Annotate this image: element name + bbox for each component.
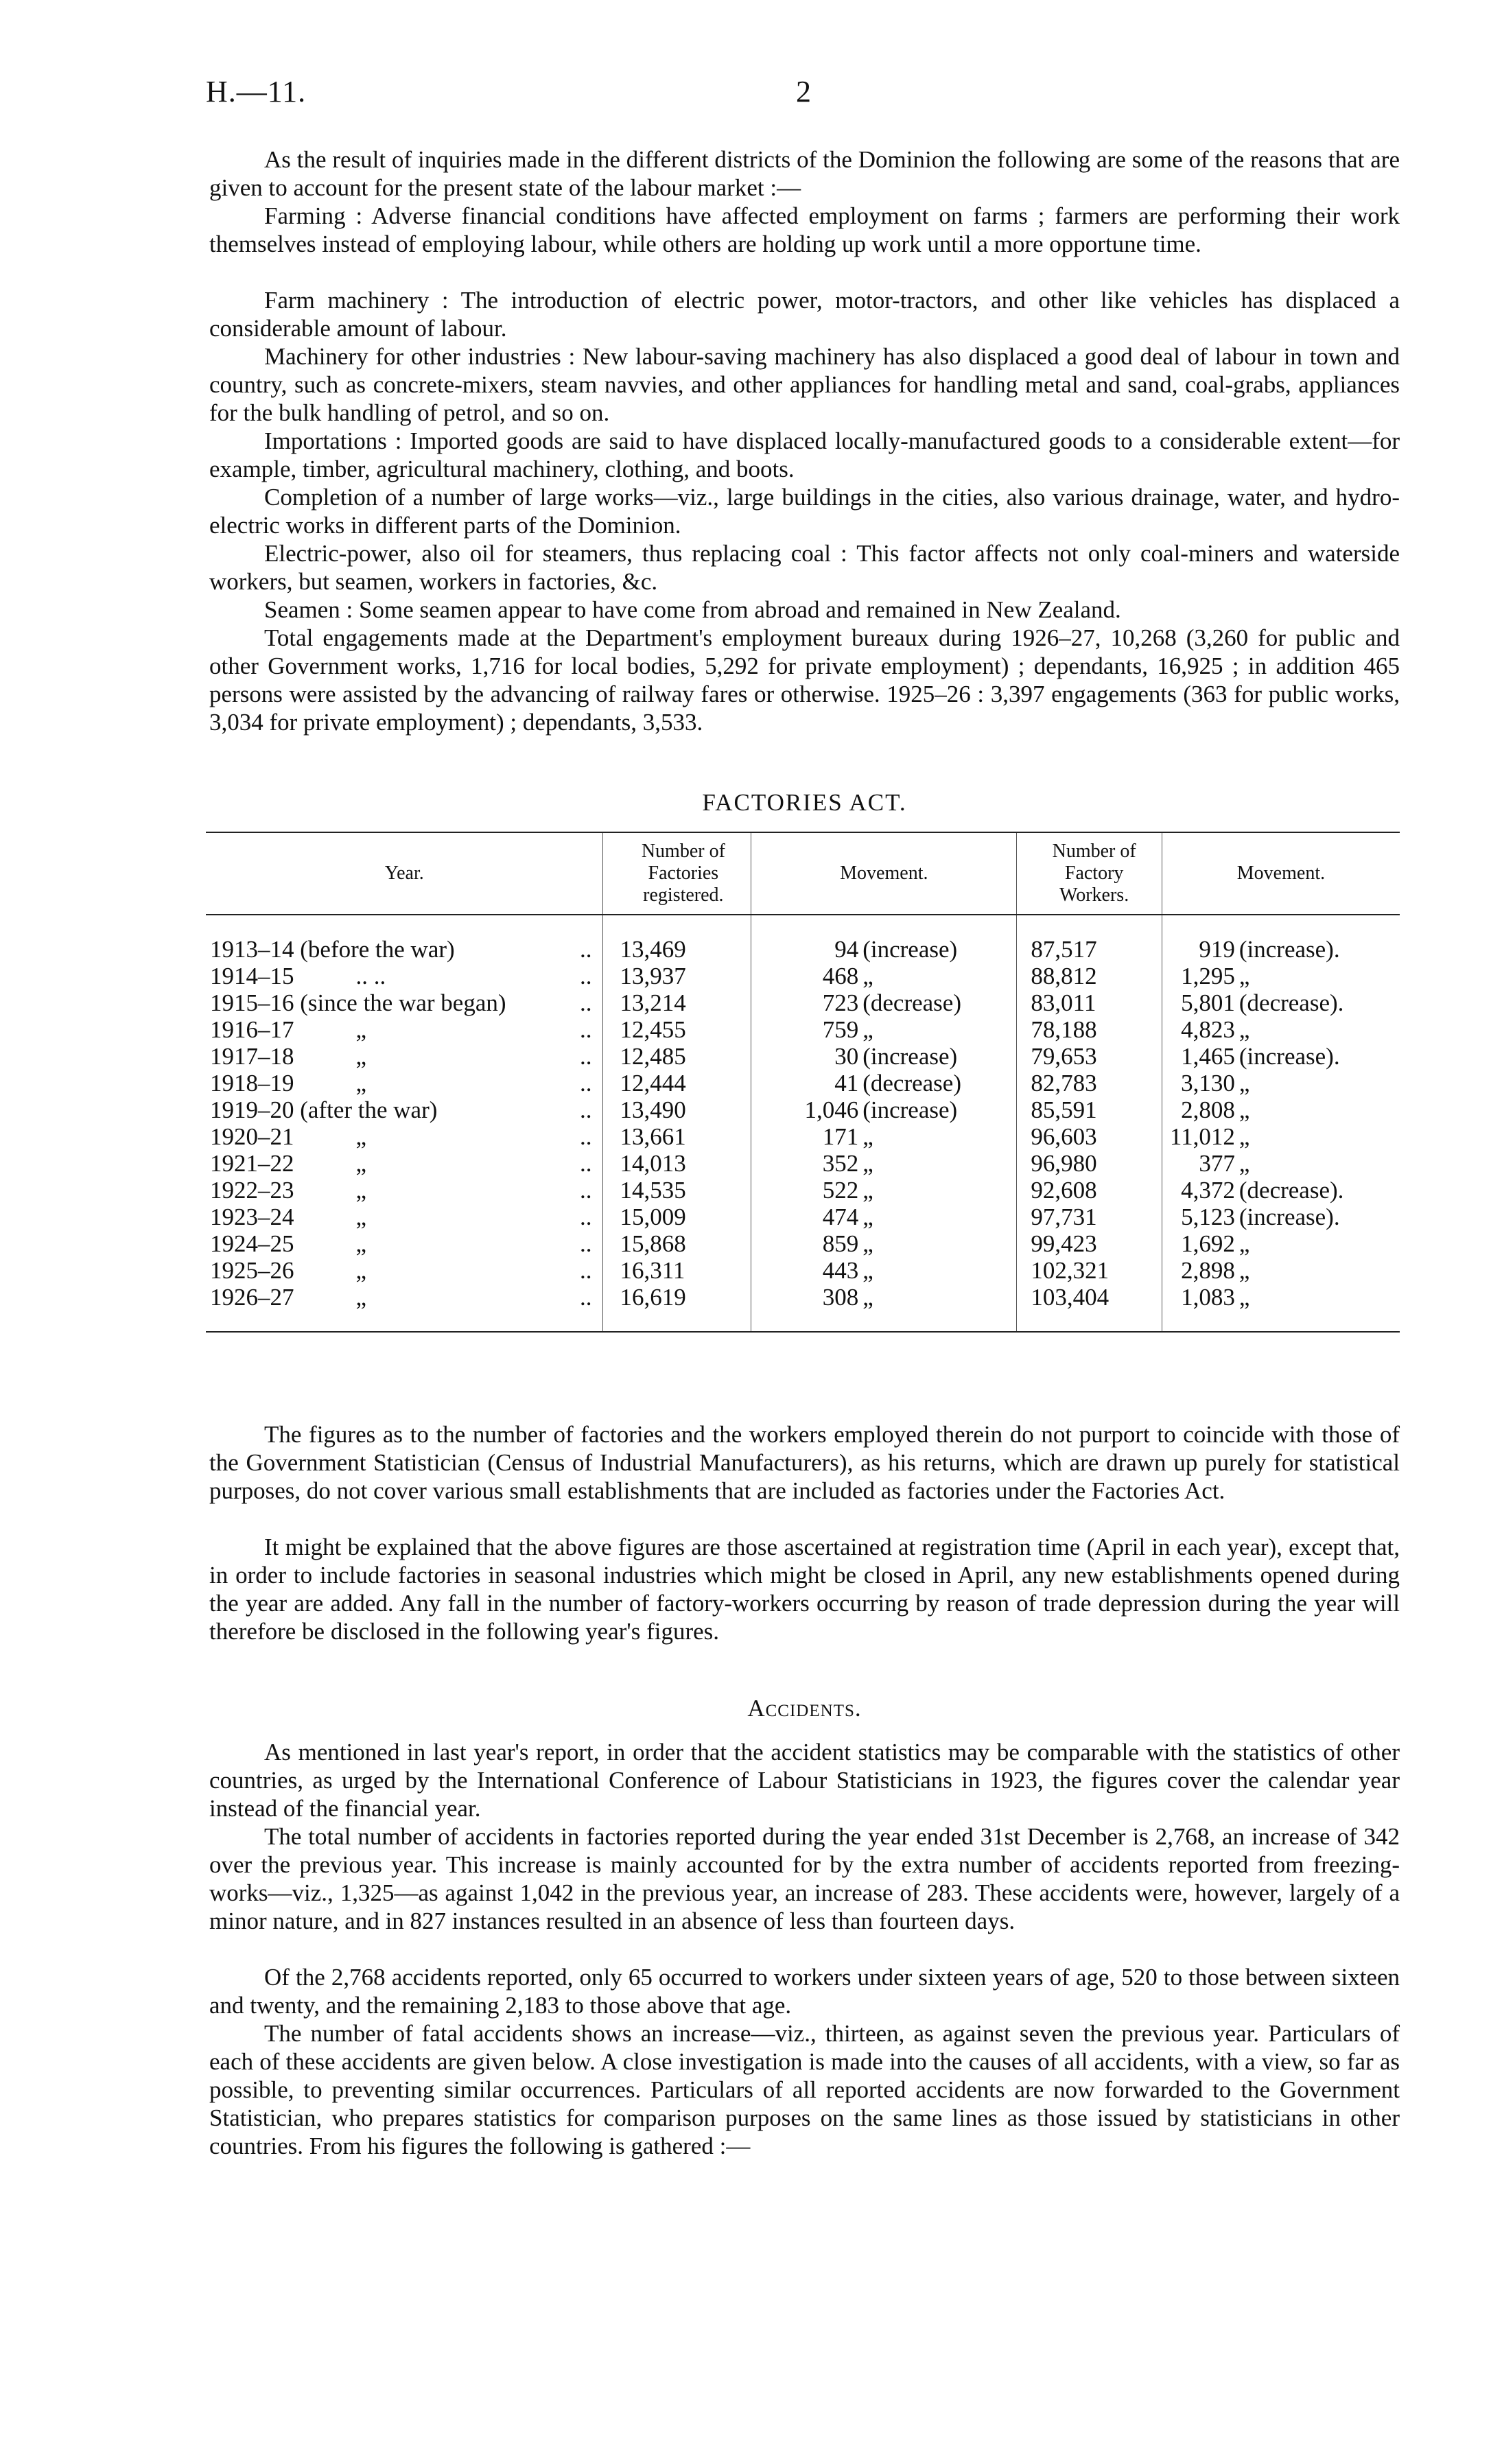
cell-movement-workers xyxy=(1162,1284,1400,1332)
cell-movement-factories xyxy=(751,1257,1017,1284)
cell-workers: 79,653 xyxy=(1017,1043,1162,1070)
movement-direction: „ xyxy=(862,1230,873,1257)
movement-value: 4,823 xyxy=(1181,1016,1235,1043)
leader-dots: .. xyxy=(579,1070,592,1096)
accidents-paragraph: As mentioned in last year's report, in order that the accident statistics may be comparable with the statistics of other countries, as urged by the International Conference of Labour Statisticians in 1923, the figures cover the calendar year instead of the financial year. xyxy=(209,1739,1400,1822)
leader-dots: .. xyxy=(579,1284,592,1311)
cell-movement-workers xyxy=(1162,1257,1400,1284)
movement-direction: (increase). xyxy=(1238,1043,1340,1070)
table-row xyxy=(206,1150,1400,1177)
page-number: 2 xyxy=(796,75,811,108)
leader-dots: .. xyxy=(579,963,592,989)
movement-direction: „ xyxy=(1238,1230,1250,1257)
accidents-paragraph: The number of fatal accidents shows an increase—viz., thirteen, as against seven the previous year. Particulars of each of these accidents are given below. A close investigation is made into the causes of all accidents, with a view, so far as possible, to preventing similar occurrences. Particulars of all reported accidents are now forwarded to the Government Statistician, who prepares statistics for comparison purposes on the same lines as those issued by statisticians in other countries. From his figures the following is gathered :— xyxy=(209,2020,1400,2159)
movement-direction: (increase) xyxy=(862,936,958,963)
cell-movement-factories xyxy=(751,1177,1017,1204)
movement-value: 94 xyxy=(834,936,859,963)
cell-year xyxy=(206,1123,603,1150)
cell-movement-factories xyxy=(751,1123,1017,1150)
factories-act-heading: FACTORIES ACT. xyxy=(702,789,907,816)
year-label: 1924–25 xyxy=(210,1230,294,1257)
movement-direction: (decrease) xyxy=(862,989,961,1016)
movement-direction: „ xyxy=(1238,1123,1250,1150)
cell-year xyxy=(206,1257,603,1284)
cell-year xyxy=(206,1016,603,1043)
movement-direction: „ xyxy=(862,1150,873,1177)
column-header-factories: Number of Factories registered. xyxy=(603,832,751,915)
movement-direction: „ xyxy=(862,1284,873,1311)
cell-movement-workers xyxy=(1162,915,1400,963)
movement-value: 474 xyxy=(822,1204,859,1230)
movement-direction: „ xyxy=(1238,1284,1250,1311)
intro-paragraph: Seamen : Some seamen appear to have come from abroad and remained in New Zealand. xyxy=(264,596,1121,623)
cell-year xyxy=(206,1150,603,1177)
cell-year xyxy=(206,1284,603,1332)
cell-workers: 103,404 xyxy=(1017,1284,1162,1332)
page-header xyxy=(206,74,1400,115)
intro-paragraph: Total engagements made at the Department's employment bureaux during 1926–27, 10,268 (3,260 for public and other Government works, 1,716 for local bodies, 5,292 for private employment) ; dependants, 16,925 ; in addition 465 persons were assisted by the advancing of railway fares or otherwise. 1925–26 : 3,397 engagements (363 for public works, 3,034 for private employment) ; dependants, 3,533. xyxy=(209,624,1400,736)
cell-movement-factories xyxy=(751,1284,1017,1332)
year-label: 1919–20 (after the war) xyxy=(210,1096,438,1123)
cell-year xyxy=(206,1096,603,1123)
cell-factories: 16,311 xyxy=(603,1257,751,1284)
movement-direction: „ xyxy=(1238,1070,1250,1096)
leader-dots: .. xyxy=(579,989,592,1016)
leader-dots: .. xyxy=(579,1123,592,1150)
year-label: 1916–17 xyxy=(210,1016,294,1043)
cell-year xyxy=(206,915,603,963)
movement-value: 41 xyxy=(834,1070,859,1096)
leader-dots: .. xyxy=(579,1096,592,1123)
cell-year xyxy=(206,989,603,1016)
note-paragraph: The figures as to the number of factories and the workers employed therein do not purport to coincide with those of the Government Statistician (Census of Industrial Manufacturers), as his returns, which are drawn up purely for statistical purposes, do not cover various small establishments that are included as factories under the Factories Act. xyxy=(209,1421,1400,1504)
leader-dots: .. xyxy=(579,1150,592,1177)
cell-movement-factories xyxy=(751,1204,1017,1230)
intro-paragraph: Completion of a number of large works—viz., large buildings in the cities, also various drainage, water, and hydro-electric works in different parts of the Dominion. xyxy=(209,484,1400,539)
movement-value: 1,295 xyxy=(1181,963,1235,989)
cell-workers: 87,517 xyxy=(1017,915,1162,963)
movement-direction: „ xyxy=(1238,1016,1250,1043)
column-header-movement: Movement. xyxy=(751,832,1017,915)
cell-factories: 12,455 xyxy=(603,1016,751,1043)
year-label: 1923–24 xyxy=(210,1204,294,1230)
cell-factories: 15,009 xyxy=(603,1204,751,1230)
movement-direction: „ xyxy=(862,1016,873,1043)
cell-workers: 82,783 xyxy=(1017,1070,1162,1096)
cell-factories: 13,937 xyxy=(603,963,751,989)
movement-direction: (increase) xyxy=(862,1096,958,1123)
ditto-mark: „ xyxy=(355,1177,367,1204)
movement-direction: „ xyxy=(862,1257,873,1284)
movement-direction: „ xyxy=(862,1204,873,1230)
cell-movement-factories xyxy=(751,1043,1017,1070)
table-body xyxy=(206,915,1400,1332)
leader-dots: .. xyxy=(579,1016,592,1043)
year-label: 1915–16 (since the war began) xyxy=(210,989,506,1016)
movement-value: 5,123 xyxy=(1181,1204,1235,1230)
movement-value: 5,801 xyxy=(1181,989,1235,1016)
cell-workers: 97,731 xyxy=(1017,1204,1162,1230)
cell-movement-workers xyxy=(1162,1204,1400,1230)
movement-value: 468 xyxy=(822,963,859,989)
movement-direction: (decrease). xyxy=(1238,1177,1344,1204)
table-row xyxy=(206,915,1400,963)
intro-paragraph: Farm machinery : The introduction of electric power, motor-tractors, and other like vehicles has displaced a considerable amount of labour. xyxy=(209,287,1400,342)
ditto-mark: „ xyxy=(355,1284,367,1311)
table-row xyxy=(206,1016,1400,1043)
movement-value: 3,130 xyxy=(1181,1070,1235,1096)
ditto-mark: .. .. xyxy=(355,963,386,989)
cell-factories: 13,661 xyxy=(603,1123,751,1150)
cell-workers: 83,011 xyxy=(1017,989,1162,1016)
movement-direction: (increase). xyxy=(1238,1204,1340,1230)
cell-movement-workers xyxy=(1162,1070,1400,1096)
movement-direction: „ xyxy=(862,1177,873,1204)
movement-value: 759 xyxy=(822,1016,859,1043)
cell-workers: 102,321 xyxy=(1017,1257,1162,1284)
ditto-mark: „ xyxy=(355,1016,367,1043)
movement-value: 2,898 xyxy=(1181,1257,1235,1284)
leader-dots: .. xyxy=(579,1204,592,1230)
table-row xyxy=(206,1284,1400,1332)
year-label: 1921–22 xyxy=(210,1150,294,1177)
cell-factories: 13,490 xyxy=(603,1096,751,1123)
movement-value: 308 xyxy=(822,1284,859,1311)
column-header-workers: Number of Factory Workers. xyxy=(1017,832,1162,915)
year-label: 1917–18 xyxy=(210,1043,294,1070)
year-label: 1920–21 xyxy=(210,1123,294,1150)
cell-movement-factories xyxy=(751,1070,1017,1096)
movement-direction: (increase). xyxy=(1238,936,1340,963)
intro-paragraph: Importations : Imported goods are said to have displaced locally-manufactured goods to a considerable extent—for example, timber, agricultural machinery, clothing, and boots. xyxy=(209,427,1400,482)
leader-dots: .. xyxy=(579,1043,592,1070)
cell-factories: 14,535 xyxy=(603,1177,751,1204)
cell-movement-workers xyxy=(1162,963,1400,989)
cell-movement-workers xyxy=(1162,1043,1400,1070)
cell-movement-workers xyxy=(1162,1150,1400,1177)
movement-direction: „ xyxy=(1238,1096,1250,1123)
accidents-paragraph: The total number of accidents in factories reported during the year ended 31st December is 2,768, an increase of 342 over the previous year. This increase is mainly accounted for by the extra number of accidents reported from freezing-works—viz., 1,325—as against 1,042 in the previous year, an increase of 283. These accidents were, however, largely of a minor nature, and in 827 instances resulted in an absence of less than fourteen days. xyxy=(209,1823,1400,1934)
ditto-mark: „ xyxy=(355,1257,367,1284)
accidents-heading: Accidents. xyxy=(747,1695,862,1722)
leader-dots: .. xyxy=(579,1230,592,1257)
table-header-row xyxy=(206,832,1400,915)
movement-value: 4,372 xyxy=(1181,1177,1235,1204)
movement-value: 11,012 xyxy=(1169,1123,1235,1150)
leader-dots: .. xyxy=(579,1177,592,1204)
movement-value: 443 xyxy=(822,1257,859,1284)
table-row xyxy=(206,963,1400,989)
cell-movement-factories xyxy=(751,1230,1017,1257)
cell-movement-workers xyxy=(1162,1177,1400,1204)
movement-value: 352 xyxy=(822,1150,859,1177)
factories-table xyxy=(206,832,1400,1333)
table-row xyxy=(206,1043,1400,1070)
cell-workers: 96,603 xyxy=(1017,1123,1162,1150)
movement-direction: (decrease). xyxy=(1238,989,1344,1016)
year-label: 1918–19 xyxy=(210,1070,294,1096)
cell-movement-workers xyxy=(1162,1123,1400,1150)
intro-paragraph: Machinery for other industries : New labour-saving machinery has also displaced a good deal of labour in town and country, such as concrete-mixers, steam navvies, and other appliances for handling metal and sand, coal-grabs, appliances for the bulk handling of petrol, and so on. xyxy=(209,343,1400,426)
movement-value: 1,046 xyxy=(804,1096,859,1123)
table-row xyxy=(206,1230,1400,1257)
cell-factories: 13,469 xyxy=(603,915,751,963)
cell-year xyxy=(206,1177,603,1204)
movement-direction: „ xyxy=(862,1123,873,1150)
cell-movement-factories xyxy=(751,1016,1017,1043)
cell-year xyxy=(206,963,603,989)
movement-direction: (decrease) xyxy=(862,1070,961,1096)
movement-direction: „ xyxy=(1238,963,1250,989)
movement-direction: „ xyxy=(862,963,873,989)
column-header-year: Year. xyxy=(206,832,603,915)
year-label: 1922–23 xyxy=(210,1177,294,1204)
table-row xyxy=(206,1096,1400,1123)
movement-value: 1,465 xyxy=(1181,1043,1235,1070)
cell-year xyxy=(206,1204,603,1230)
year-label: 1913–14 (before the war) xyxy=(210,936,455,963)
movement-value: 1,083 xyxy=(1181,1284,1235,1311)
ditto-mark: „ xyxy=(355,1150,367,1177)
movement-direction: „ xyxy=(1238,1150,1250,1177)
ditto-mark: „ xyxy=(355,1204,367,1230)
cell-movement-factories xyxy=(751,963,1017,989)
note-paragraph: It might be explained that the above figures are those ascertained at registration time (April in each year), except that, in order to include factories in seasonal industries which might be closed in April, any new establishments opened during the year are added. Any fall in the number of factory-workers occurring by reason of trade depression during the year will therefore be disclosed in the following year's figures. xyxy=(209,1534,1400,1645)
cell-movement-factories xyxy=(751,1150,1017,1177)
intro-paragraph: As the result of inquiries made in the different districts of the Dominion the following are some of the reasons that are given to account for the present state of the labour market :— xyxy=(209,146,1400,201)
movement-value: 522 xyxy=(822,1177,859,1204)
cell-workers: 85,591 xyxy=(1017,1096,1162,1123)
cell-workers: 99,423 xyxy=(1017,1230,1162,1257)
cell-year xyxy=(206,1230,603,1257)
table-row xyxy=(206,1070,1400,1096)
cell-factories: 12,485 xyxy=(603,1043,751,1070)
table-row xyxy=(206,1177,1400,1204)
movement-direction: (increase) xyxy=(862,1043,958,1070)
document-reference: H.—11. xyxy=(206,75,307,108)
cell-movement-factories xyxy=(751,915,1017,963)
cell-factories: 13,214 xyxy=(603,989,751,1016)
column-header-movement: Movement. xyxy=(1162,832,1400,915)
leader-dots: .. xyxy=(579,936,592,963)
year-label: 1914–15 xyxy=(210,963,294,989)
intro-paragraph: Farming : Adverse financial conditions have affected employment on farms ; farmers are performing their work themselves instead of employing labour, while others are holding up work until a more opportune time. xyxy=(209,202,1400,257)
cell-workers: 96,980 xyxy=(1017,1150,1162,1177)
ditto-mark: „ xyxy=(355,1070,367,1096)
movement-value: 723 xyxy=(822,989,859,1016)
cell-factories: 14,013 xyxy=(603,1150,751,1177)
table-row xyxy=(206,1123,1400,1150)
cell-factories: 12,444 xyxy=(603,1070,751,1096)
cell-movement-factories xyxy=(751,989,1017,1016)
movement-value: 919 xyxy=(1199,936,1235,963)
cell-year xyxy=(206,1043,603,1070)
cell-factories: 15,868 xyxy=(603,1230,751,1257)
cell-workers: 92,608 xyxy=(1017,1177,1162,1204)
table-row xyxy=(206,989,1400,1016)
cell-factories: 16,619 xyxy=(603,1284,751,1332)
cell-movement-workers xyxy=(1162,989,1400,1016)
ditto-mark: „ xyxy=(355,1043,367,1070)
movement-value: 377 xyxy=(1199,1150,1235,1177)
movement-value: 171 xyxy=(822,1123,859,1150)
ditto-mark: „ xyxy=(355,1230,367,1257)
table-row xyxy=(206,1204,1400,1230)
movement-value: 1,692 xyxy=(1181,1230,1235,1257)
movement-value: 859 xyxy=(822,1230,859,1257)
accidents-paragraph: Of the 2,768 accidents reported, only 65 occurred to workers under sixteen years of age, 520 to those between sixteen and twenty, and the remaining 2,183 to those above that age. xyxy=(209,1964,1400,2019)
cell-year xyxy=(206,1070,603,1096)
leader-dots: .. xyxy=(579,1257,592,1284)
ditto-mark: „ xyxy=(355,1123,367,1150)
cell-movement-workers xyxy=(1162,1096,1400,1123)
movement-direction: „ xyxy=(1238,1257,1250,1284)
year-label: 1925–26 xyxy=(210,1257,294,1284)
movement-value: 30 xyxy=(834,1043,859,1070)
movement-value: 2,808 xyxy=(1181,1096,1235,1123)
year-label: 1926–27 xyxy=(210,1284,294,1311)
intro-paragraph: Electric-power, also oil for steamers, thus replacing coal : This factor affects not only coal-miners and waterside workers, but seamen, workers in factories, &c. xyxy=(209,540,1400,595)
cell-workers: 88,812 xyxy=(1017,963,1162,989)
table-row xyxy=(206,1257,1400,1284)
cell-movement-workers xyxy=(1162,1016,1400,1043)
cell-workers: 78,188 xyxy=(1017,1016,1162,1043)
cell-movement-workers xyxy=(1162,1230,1400,1257)
cell-movement-factories xyxy=(751,1096,1017,1123)
